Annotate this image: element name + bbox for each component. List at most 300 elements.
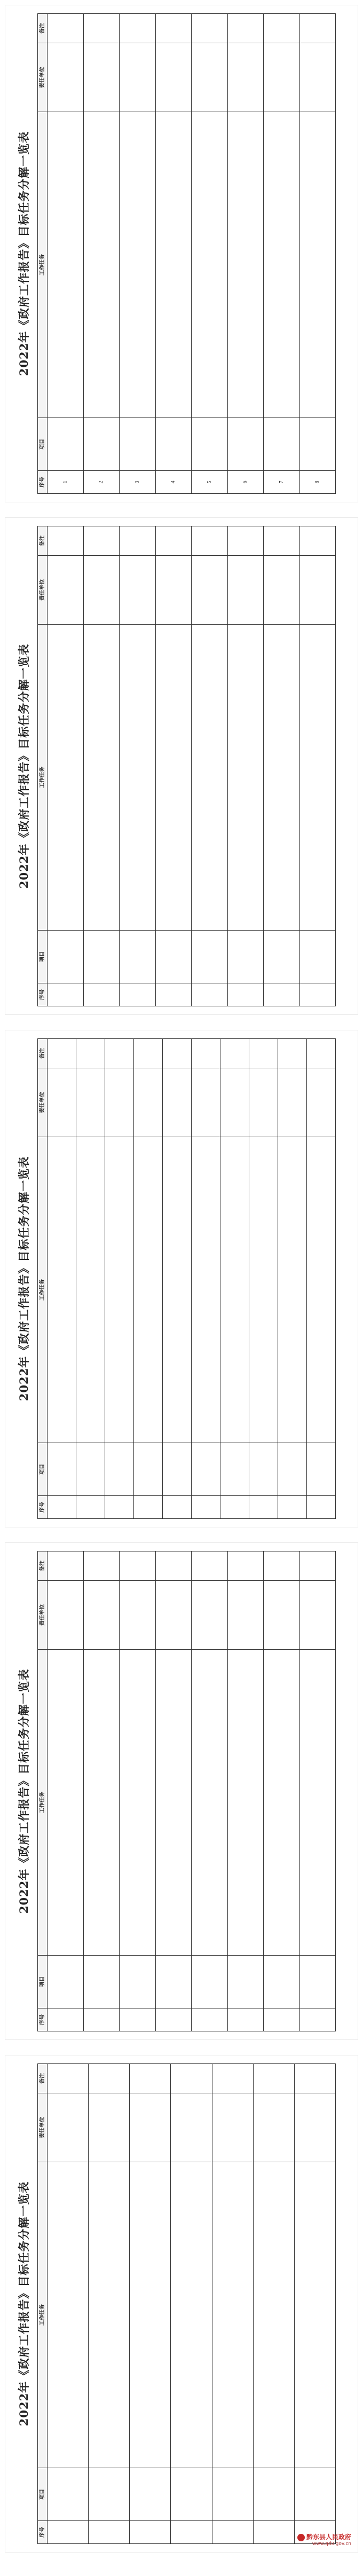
cell-note	[155, 14, 192, 43]
table-row	[227, 1551, 264, 2031]
cell-project	[212, 2468, 253, 2521]
cell-project	[192, 1443, 220, 1496]
cell-no	[155, 2008, 192, 2031]
cell-project	[192, 1956, 228, 2008]
cell-work	[192, 1650, 228, 1956]
table-row	[253, 2064, 294, 2544]
table-row	[299, 14, 336, 494]
header-work: 工作任务	[38, 1137, 48, 1443]
cell-note	[155, 1551, 192, 1581]
table-row	[155, 1551, 192, 2031]
header-dept: 责任单位	[38, 43, 48, 112]
cell-dept	[155, 556, 192, 625]
cell-work	[227, 112, 264, 418]
cell-no	[120, 2008, 156, 2031]
cell-no	[48, 1496, 76, 1519]
cell-note	[212, 2064, 253, 2093]
cell-project	[120, 931, 156, 983]
cell-note	[89, 2064, 130, 2093]
cell-work	[83, 625, 120, 931]
cell-note	[48, 2064, 89, 2093]
cell-dept	[48, 43, 84, 112]
cell-dept	[299, 556, 336, 625]
header-note: 备注	[38, 526, 48, 556]
table-row	[120, 14, 156, 494]
cell-work	[212, 2162, 253, 2468]
cell-dept	[171, 2093, 212, 2162]
cell-no	[264, 2008, 300, 2031]
header-no: 序号	[38, 1496, 48, 1519]
cell-work	[130, 2162, 171, 2468]
cell-work	[48, 1650, 84, 1956]
table-row	[48, 526, 84, 1006]
cell-no: 2	[83, 471, 120, 494]
cell-project	[299, 931, 336, 983]
cell-no: 6	[227, 471, 264, 494]
cell-no	[120, 983, 156, 1006]
cell-project	[89, 2468, 130, 2521]
table-row	[155, 14, 192, 494]
cell-note	[120, 14, 156, 43]
table-row	[163, 1039, 192, 1519]
table-row	[294, 2064, 335, 2544]
watermark-url: www.qdx.gov.cn	[312, 2541, 351, 2547]
cell-work	[264, 112, 300, 418]
header-work: 工作任务	[38, 1650, 48, 1956]
cell-no	[105, 1496, 134, 1519]
cell-dept	[227, 43, 264, 112]
cell-dept	[48, 1581, 84, 1650]
header-no: 序号	[38, 2008, 48, 2031]
cell-work	[134, 1137, 163, 1443]
cell-note	[48, 526, 84, 556]
cell-no	[48, 2008, 84, 2031]
page-title: 2022年《政府工作报告》目标任务分解一览表	[17, 643, 30, 889]
cell-project	[163, 1443, 192, 1496]
cell-work	[89, 2162, 130, 2468]
table-row	[89, 2064, 130, 2544]
cell-dept	[264, 1581, 300, 1650]
cell-no	[227, 2008, 264, 2031]
cell-work	[105, 1137, 134, 1443]
cell-dept	[120, 556, 156, 625]
table-row	[83, 526, 120, 1006]
cell-project	[249, 1443, 278, 1496]
header-work: 工作任务	[38, 2162, 48, 2468]
cell-project	[83, 1956, 120, 2008]
cell-project	[264, 931, 300, 983]
cell-work	[83, 112, 120, 418]
task-table	[37, 526, 336, 1006]
cell-no: 8	[299, 471, 336, 494]
cell-work	[155, 1650, 192, 1956]
table-body	[48, 1551, 336, 2031]
cell-work	[220, 1137, 249, 1443]
cell-note	[76, 1039, 105, 1068]
cell-project	[105, 1443, 134, 1496]
cell-no	[192, 2008, 228, 2031]
table-row	[249, 1039, 278, 1519]
cell-project	[171, 2468, 212, 2521]
cell-dept	[227, 556, 264, 625]
cell-work	[155, 112, 192, 418]
cell-dept	[264, 556, 300, 625]
watermark-name	[297, 2532, 351, 2541]
cell-note	[249, 1039, 278, 1068]
cell-no	[253, 2521, 294, 2544]
cell-work	[48, 1137, 76, 1443]
table-header-row	[38, 2064, 48, 2544]
header-project: 项目	[38, 2468, 48, 2521]
cell-work	[307, 1137, 336, 1443]
cell-project	[120, 1956, 156, 2008]
cell-project	[155, 1956, 192, 2008]
cell-work	[249, 1137, 278, 1443]
cell-note	[105, 1039, 134, 1068]
header-note: 备注	[38, 14, 48, 43]
table-header-row	[38, 14, 48, 494]
cell-work	[163, 1137, 192, 1443]
table-row	[83, 1551, 120, 2031]
cell-dept	[83, 43, 120, 112]
cell-note	[307, 1039, 336, 1068]
header-project: 项目	[38, 1956, 48, 2008]
cell-dept	[192, 1068, 220, 1137]
cell-dept	[299, 1581, 336, 1650]
cell-note	[192, 526, 228, 556]
cell-dept	[264, 43, 300, 112]
cell-dept	[253, 2093, 294, 2162]
cell-project	[294, 2468, 335, 2521]
cell-project	[307, 1443, 336, 1496]
cell-dept	[192, 1581, 228, 1650]
cell-work	[120, 112, 156, 418]
header-work: 工作任务	[38, 112, 48, 418]
cell-note	[227, 526, 264, 556]
cell-dept	[294, 2093, 335, 2162]
cell-no	[83, 983, 120, 1006]
document-page-2	[5, 518, 358, 1014]
cell-note	[130, 2064, 171, 2093]
table-header-row	[38, 526, 48, 1006]
cell-dept	[105, 1068, 134, 1137]
cell-project	[299, 1956, 336, 2008]
cell-work	[227, 625, 264, 931]
cell-project	[134, 1443, 163, 1496]
cell-project	[48, 931, 84, 983]
cell-note	[120, 1551, 156, 1581]
table-row	[299, 1551, 336, 2031]
table-row	[130, 2064, 171, 2544]
cell-no	[278, 1496, 307, 1519]
cell-no: 7	[264, 471, 300, 494]
cell-dept	[130, 2093, 171, 2162]
cell-no	[299, 983, 336, 1006]
cell-note	[83, 14, 120, 43]
table-row	[264, 1551, 300, 2031]
table-row	[48, 14, 84, 494]
cell-no	[299, 2008, 336, 2031]
table-body	[48, 526, 336, 1006]
cell-no: 4	[155, 471, 192, 494]
table-row	[155, 526, 192, 1006]
cell-note	[163, 1039, 192, 1068]
cell-project	[120, 418, 156, 471]
cell-note	[264, 1551, 300, 1581]
table-row	[134, 1039, 163, 1519]
cell-project	[299, 418, 336, 471]
cell-work	[264, 1650, 300, 1956]
header-note: 备注	[38, 2064, 48, 2093]
cell-dept	[48, 2093, 89, 2162]
page-content	[11, 1551, 352, 2031]
header-project: 项目	[38, 418, 48, 471]
cell-work	[76, 1137, 105, 1443]
header-note: 备注	[38, 1039, 48, 1068]
table-row	[299, 526, 336, 1006]
table-row	[307, 1039, 336, 1519]
cell-dept	[192, 43, 228, 112]
page-content	[11, 2063, 352, 2544]
cell-project	[155, 418, 192, 471]
table-row	[192, 1039, 220, 1519]
cell-dept	[155, 43, 192, 112]
cell-dept	[89, 2093, 130, 2162]
cell-project	[264, 1956, 300, 2008]
cell-work	[120, 625, 156, 931]
cell-project	[264, 418, 300, 471]
page-title: 2022年《政府工作报告》目标任务分解一览表	[17, 2181, 30, 2427]
cell-project	[220, 1443, 249, 1496]
table-row	[192, 14, 228, 494]
page-title: 2022年《政府工作报告》目标任务分解一览表	[17, 1156, 30, 1401]
cell-dept	[120, 1581, 156, 1650]
cell-note	[192, 14, 228, 43]
cell-no	[48, 2521, 89, 2544]
cell-dept	[83, 556, 120, 625]
cell-project	[48, 1443, 76, 1496]
cell-no	[171, 2521, 212, 2544]
cell-project	[48, 1956, 84, 2008]
cell-work	[253, 2162, 294, 2468]
table-row	[48, 1039, 76, 1519]
cell-dept	[48, 556, 84, 625]
document-page-3	[5, 1030, 358, 1527]
table-row	[278, 1039, 307, 1519]
cell-no: 3	[120, 471, 156, 494]
cell-dept	[120, 43, 156, 112]
table-row	[227, 526, 264, 1006]
cell-no	[134, 1496, 163, 1519]
cell-work	[192, 625, 228, 931]
header-dept: 责任单位	[38, 1581, 48, 1650]
table-row	[227, 14, 264, 494]
cell-work	[48, 112, 84, 418]
cell-note	[220, 1039, 249, 1068]
document-page-5	[5, 2055, 358, 2552]
cell-project	[227, 418, 264, 471]
cell-project	[227, 931, 264, 983]
header-no: 序号	[38, 2521, 48, 2544]
table-row	[264, 526, 300, 1006]
cell-project	[83, 931, 120, 983]
cell-no	[220, 1496, 249, 1519]
cell-work	[264, 625, 300, 931]
table-row	[83, 14, 120, 494]
table-row	[192, 1551, 228, 2031]
cell-work	[192, 1137, 220, 1443]
table-row	[264, 14, 300, 494]
cell-no	[249, 1496, 278, 1519]
cell-note	[48, 14, 84, 43]
header-dept: 责任单位	[38, 2093, 48, 2162]
header-note: 备注	[38, 1551, 48, 1581]
cell-dept	[307, 1068, 336, 1137]
document-page-4	[5, 1543, 358, 2039]
cell-note	[83, 1551, 120, 1581]
task-table	[37, 13, 336, 494]
table-header-row	[38, 1551, 48, 2031]
document-page-1	[5, 5, 358, 502]
cell-dept	[299, 43, 336, 112]
cell-work	[227, 1650, 264, 1956]
cell-note	[134, 1039, 163, 1068]
cell-project	[48, 2468, 89, 2521]
cell-no	[163, 1496, 192, 1519]
page-content	[11, 13, 352, 494]
cell-dept	[76, 1068, 105, 1137]
cell-no: 5	[192, 471, 228, 494]
cell-work	[278, 1137, 307, 1443]
cell-project	[48, 418, 84, 471]
cell-note	[264, 14, 300, 43]
cell-work	[83, 1650, 120, 1956]
cell-no	[83, 2008, 120, 2031]
cell-note	[83, 526, 120, 556]
cell-work	[294, 2162, 335, 2468]
cell-dept	[155, 1581, 192, 1650]
cell-work	[171, 2162, 212, 2468]
cell-note	[171, 2064, 212, 2093]
cell-no	[48, 983, 84, 1006]
table-body	[48, 2064, 336, 2544]
cell-no: 1	[48, 471, 84, 494]
cell-no	[212, 2521, 253, 2544]
task-table	[37, 1038, 336, 1519]
header-project: 项目	[38, 931, 48, 983]
cell-dept	[278, 1068, 307, 1137]
cell-project	[227, 1956, 264, 2008]
cell-no	[192, 1496, 220, 1519]
cell-note	[192, 1039, 220, 1068]
task-table	[37, 2063, 336, 2544]
table-header-row	[38, 1039, 48, 1519]
cell-no	[76, 1496, 105, 1519]
header-dept: 责任单位	[38, 1068, 48, 1137]
cell-no	[89, 2521, 130, 2544]
cell-no	[130, 2521, 171, 2544]
page-content	[11, 526, 352, 1006]
cell-work	[299, 112, 336, 418]
cell-dept	[227, 1581, 264, 1650]
table-row	[76, 1039, 105, 1519]
cell-no	[192, 983, 228, 1006]
cell-note	[294, 2064, 335, 2093]
table-body	[48, 1039, 336, 1519]
cell-note	[155, 526, 192, 556]
cell-note	[120, 526, 156, 556]
cell-note	[192, 1551, 228, 1581]
table-body	[48, 14, 336, 494]
table-row	[105, 1039, 134, 1519]
cell-work	[155, 625, 192, 931]
cell-work	[120, 1650, 156, 1956]
table-row	[171, 2064, 212, 2544]
watermark-name-text: 黔东县人民政府	[306, 2533, 351, 2541]
cell-note	[48, 1551, 84, 1581]
page-title: 2022年《政府工作报告》目标任务分解一览表	[17, 1668, 30, 1914]
cell-project	[192, 418, 228, 471]
cell-note	[48, 1039, 76, 1068]
cell-dept	[163, 1068, 192, 1137]
cell-note	[299, 526, 336, 556]
site-watermark	[297, 2532, 351, 2547]
cell-note	[264, 526, 300, 556]
cell-no	[264, 983, 300, 1006]
table-row	[220, 1039, 249, 1519]
cell-no	[227, 983, 264, 1006]
cell-project	[155, 931, 192, 983]
header-no: 序号	[38, 983, 48, 1006]
cell-project	[76, 1443, 105, 1496]
cell-note	[253, 2064, 294, 2093]
cell-dept	[192, 556, 228, 625]
cell-dept	[134, 1068, 163, 1137]
cell-dept	[220, 1068, 249, 1137]
header-work: 工作任务	[38, 625, 48, 931]
table-row	[192, 526, 228, 1006]
cell-work	[48, 625, 84, 931]
table-row	[48, 1551, 84, 2031]
emblem-icon	[297, 2534, 305, 2541]
cell-work	[299, 625, 336, 931]
cell-no	[155, 983, 192, 1006]
table-row	[120, 526, 156, 1006]
cell-dept	[212, 2093, 253, 2162]
header-project: 项目	[38, 1443, 48, 1496]
cell-project	[192, 931, 228, 983]
cell-project	[130, 2468, 171, 2521]
page-content	[11, 1038, 352, 1519]
task-table	[37, 1551, 336, 2031]
cell-no	[307, 1496, 336, 1519]
header-dept: 责任单位	[38, 556, 48, 625]
cell-note	[278, 1039, 307, 1068]
table-row	[212, 2064, 253, 2544]
cell-work	[299, 1650, 336, 1956]
cell-note	[227, 14, 264, 43]
cell-work	[48, 2162, 89, 2468]
cell-dept	[249, 1068, 278, 1137]
cell-project	[278, 1443, 307, 1496]
cell-note	[227, 1551, 264, 1581]
cell-dept	[48, 1068, 76, 1137]
cell-project	[83, 418, 120, 471]
page-title: 2022年《政府工作报告》目标任务分解一览表	[17, 131, 30, 376]
header-no: 序号	[38, 471, 48, 494]
cell-note	[299, 14, 336, 43]
cell-note	[299, 1551, 336, 1581]
